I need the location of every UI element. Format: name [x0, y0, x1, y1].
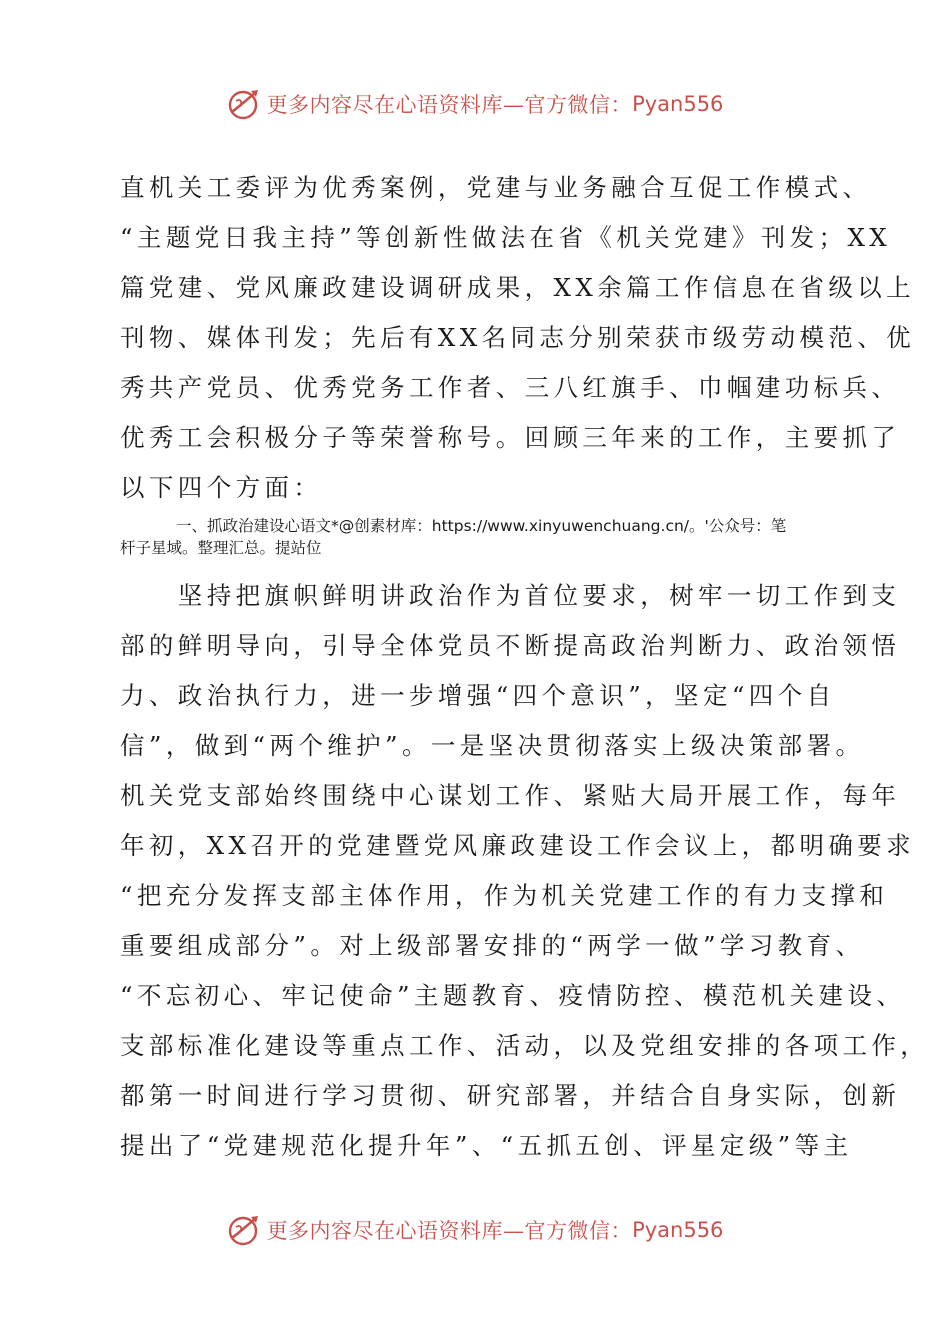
text-line: 直机关工委评为优秀案例，党建与业务融合互促工作模式、 [120, 173, 872, 202]
text-line: “不忘初心、牢记使命”主题教育、疫情防控、模范机关建设、 [120, 981, 906, 1010]
text-line: 年初，XX召开的党建暨党风廉政建设工作会议上，都明确要求 [120, 831, 916, 860]
heading-line: 杆子星域。整理汇总。提站位 [120, 539, 322, 557]
paragraph-political-construction [120, 571, 930, 1171]
text-line: 刊物、媒体刊发；先后有XX名同志分别荣获市级劳动模范、优 [120, 323, 916, 352]
text-line: 信”，做到“两个维护”。一是坚决贯彻落实上级决策部署。 [120, 731, 865, 760]
text-line: “主题党日我主持”等创新性做法在省《机关党建》刊发；XX [120, 223, 892, 252]
heading-line: 一、抓政治建设心语文*@创素材库：https://www.xinyuwenchuang.cn/。'公众号：笔 [176, 517, 787, 535]
text-line: 秀共产党员、优秀党务工作者、三八红旗手、巾帼建功标兵、 [120, 373, 901, 402]
text-line: 力、政治执行力，进一步增强“四个意识”，坚定“四个自 [120, 681, 836, 710]
text-line: “把充分发挥支部主体作用，作为机关党建工作的有力支撑和 [120, 881, 889, 910]
text-line: 支部标准化建设等重点工作、活动，以及党组安排的各项工作， [120, 1031, 930, 1060]
text-line: 优秀工会积极分子等荣誉称号。回顾三年来的工作，主要抓了 [120, 423, 901, 452]
watermark-banner-bottom [0, 1210, 950, 1250]
text-line: 篇党建、党风廉政建设调研成果，XX余篇工作信息在省级以上 [120, 273, 916, 302]
pen-logo-icon [227, 1213, 261, 1247]
watermark-text: 更多内容尽在心语资料库—官方微信： [266, 1219, 633, 1243]
text-line: 以下四个方面： [120, 473, 323, 502]
watermark-text: 更多内容尽在心语资料库—官方微信： [266, 93, 633, 117]
text-line: 重要组成部分”。对上级部署安排的“两学一做”学习教育、 [120, 931, 865, 960]
section-heading [120, 515, 840, 559]
text-line: 提出了“党建规范化提升年”、“五抓五创、评星定级”等主 [120, 1131, 853, 1160]
text-line: 都第一时间进行学习贯彻、研究部署，并结合自身实际，创新 [120, 1081, 901, 1110]
document-body [120, 163, 930, 1171]
paragraph-continued [120, 163, 916, 513]
watermark-banner-top [0, 84, 950, 124]
watermark-wechat-id: Pyan556 [632, 92, 724, 116]
text-line: 部的鲜明导向，引导全体党员不断提高政治判断力、政治领悟 [120, 631, 901, 660]
watermark-wechat-id: Pyan556 [632, 1218, 724, 1242]
text-line: 坚持把旗帜鲜明讲政治作为首位要求，树牢一切工作到支 [120, 581, 901, 610]
pen-logo-icon [227, 87, 261, 121]
text-line: 机关党支部始终围绕中心谋划工作、紧贴大局开展工作，每年 [120, 781, 901, 810]
